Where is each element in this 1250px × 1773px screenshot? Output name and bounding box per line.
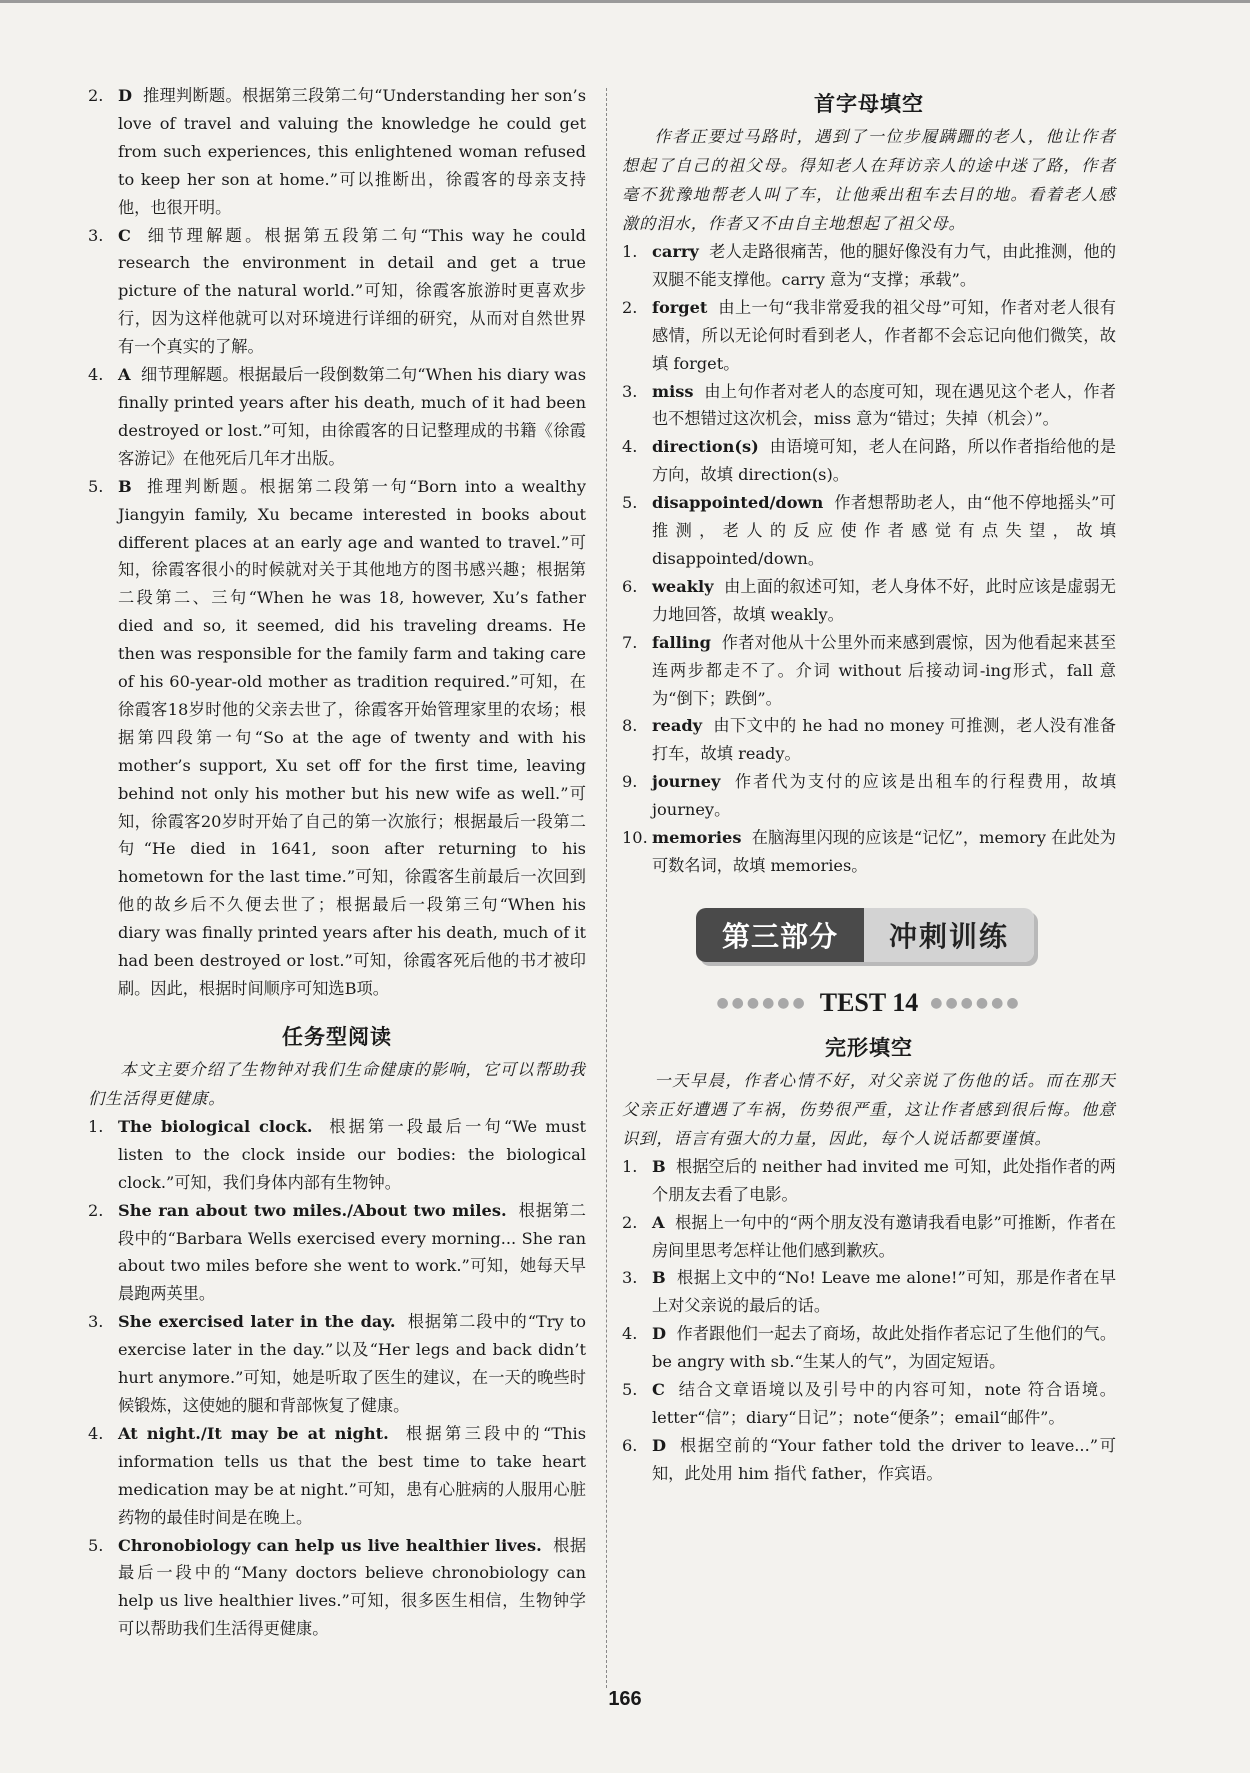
test-heading [622, 988, 1116, 1018]
page-number: 166 [608, 1688, 642, 1710]
answer-item: 8. ready 由下文中的 he had no money 可推测，老人没有准备打车，故填 ready。 [622, 716, 1117, 764]
answer-item: 7. falling 作者对他从十公里外而来感到震惊，因为他看起来甚至连两步都走不了。介词 without 后接动词-ing形式，fall 意为“倒下；跌倒”。 [622, 632, 1117, 708]
answer-item: 5. C 结合文章语境以及引号中的内容可知，note 符合语境。letter“信”；diary“日记”；note“便条”；email“邮件”。 [622, 1380, 1116, 1427]
reading-answers [88, 82, 586, 1003]
answer-item: 6. weakly 由上面的叙述可知，老人身体不好，此时应该是虚弱无力地回答，故填 weakly。 [622, 576, 1116, 624]
answer-item: 4. A 细节理解题。根据最后一段倒数第二句“When his diary was finally printed years after his death, much of it had been destroyed or lost.”可知，由徐霞客的日记整理成的书籍《徐霞客游记》在他死后几年才出版。 [88, 365, 586, 468]
cloze-summary: 一天早晨，作者心情不好，对父亲说了伤他的话。而在那天父亲正好遭遇了车祸，伤势很严重，这让作者感到很后悔。他意识到，语言有强大的力量，因此，每个人说话都要谨慎。 [622, 1070, 1116, 1148]
dots-right-decoration: ●●●●●● [930, 994, 1022, 1011]
answer-item: 2. D 推理判断题。根据第三段第二句“Understanding her son’s love of travel and valuing the knowledge he could get from such experiences, this enlightened woman refused to keep her son at home.”可以推断出，徐霞客的母亲支持他，也很开明。 [88, 86, 587, 217]
column-divider [606, 88, 607, 1688]
task-reading-answers [88, 1113, 586, 1643]
answer-item: 3. C 细节理解题。根据第五段第二句“This way he could research the environment in detail and get a true picture of the natural world.”可知，徐霞客旅游时更喜欢步行，因为这样他就可以对环境进行详细的研究，从而对自然世界有一个真实的了解。 [88, 225, 586, 357]
answer-item: 9. journey 作者代为支付的应该是出租车的行程费用，故填 journey。 [622, 772, 1117, 820]
answer-item: 6. D 根据空前的“Your father told the driver to leave...”可知，此处用 him 指代 father，作宾语。 [622, 1435, 1116, 1483]
answer-item: 10. memories 在脑海里闪现的应该是“记忆”，memory 在此处为可数名词，故填 memories。 [622, 828, 1116, 875]
section-title-cloze: 完形填空 [825, 1034, 913, 1060]
section-title-initial-letter: 首字母填空 [814, 91, 924, 116]
answer-item: 4. At night./It may be at night. 根据第三段中的“This information tells us that the best time to take heart medication may be at night.”可知，患有心脏病的人服用心脏药物的最佳时间是在晚上。 [88, 1423, 586, 1527]
section-title-task-reading: 任务型阅读 [282, 1023, 392, 1049]
task-reading-summary: 本文主要介绍了生物钟对我们生命健康的影响，它可以帮助我们生活得更健康。 [88, 1059, 586, 1108]
answer-item: 1. The biological clock. 根据第一段最后一句“We must listen to the clock inside our bodies: the biological clock.”可知，我们身体内部有生物钟。 [88, 1116, 587, 1192]
page-top-rule [0, 0, 1250, 3]
part-name: 冲刺训练 [864, 908, 1034, 962]
initial-letter-summary: 作者正要过马路时，遇到了一位步履蹒跚的老人，他让作者想起了自己的祖父母。得知老人在拜访亲人的途中迷了路，作者毫不犹豫地帮老人叫了车，让他乘出租车去目的地。看着老人感激的泪水，作者又不由自主地想起了祖父母。 [622, 127, 1116, 233]
answer-item: 5. Chronobiology can help us live healthier lives. 根据最后一段中的“Many doctors believe chronobiology can help us live healthier lives.”可知，很多医生相信，生物钟学可以帮助我们生活得更健康。 [88, 1535, 587, 1639]
answer-item: 3. miss 由上句作者对老人的态度可知，现在遇见这个老人，作者也不想错过这次机会，miss 意为“错过；失掉（机会）”。 [622, 381, 1116, 429]
answer-item: 4. direction(s) 由语境可知，老人在问路，所以作者指给他的是方向，故填 direction(s)。 [622, 437, 1117, 485]
answer-item: 4. D 作者跟他们一起去了商场，故此处指作者忘记了生他们的气。be angry with sb.“生某人的气”，为固定短语。 [622, 1324, 1117, 1372]
cloze-answers [622, 1153, 1116, 1488]
answer-item: 2. A 根据上一句中的“两个朋友没有邀请我看电影”可推断，作者在房间里思考怎样让他们感到歉疚。 [622, 1212, 1116, 1260]
left-column [88, 82, 586, 1643]
test-title: TEST 14 [819, 987, 919, 1017]
answer-item: 3. She exercised later in the day. 根据第二段中的“Try to exercise later in the day.”以及“Her legs and back didn’t hurt anymore.”可知，她是听取了医生的建议，在一天的晚些时候锻炼，这使她的腿和背部恢复了健康。 [88, 1312, 586, 1415]
answer-item: 1. carry 老人走路很痛苦，他的腿好像没有力气，由此推测，他的双腿不能支撑他。carry 意为“支撑；承载”。 [622, 242, 1117, 289]
answer-item: 5. disappointed/down 作者想帮助老人，由“他不停地摇头”可推测，老人的反应使作者感觉有点失望，故填 disappointed/down。 [622, 493, 1116, 568]
answer-item: 1. B 根据空后的 neither had invited me 可知，此处指作者的两个朋友去看了电影。 [622, 1156, 1116, 1204]
answer-item: 3. B 根据上文中的“No! Leave me alone!”可知，那是作者在早上对父亲说的最后的话。 [622, 1268, 1117, 1316]
answer-item: 5. B 推理判断题。根据第二段第一句“Born into a wealthy Jiangyin family, Xu became interested in books about different places at an early age and wanted to travel.”可知，徐霞客很小的时候就对关于其他地方的图书感兴趣；根据第二段第二、三句“When he was 18, however, Xu’s father died and so, it seemed, did his traveling dreams. He then was responsible for the family farm and taking care of his 60-year-old mother as tradition required.”可知，在徐霞客18岁时他的父亲去世了，徐霞客开始管理家里的农场；根据第四段第一句“So at the age of twenty and with his mother’s support, Xu set off for the first time, leaving behind not only his mother but his new wife as well.”可知，徐霞客20岁时开始了自己的第一次旅行；根据最后一段第二句“He died in 1641, soon after returning to his hometown for the last time.”可知，徐霞客生前最后一次回到他的故乡后不久便去世了；根据最后一段第三句“When his diary was finally printed years after his death, much of it had been destroyed or lost.”可知，徐霞客死后他的书才被印刷。因此，根据时间顺序可知选B项。 [88, 476, 587, 998]
right-column [622, 82, 1116, 1488]
dots-left-decoration: ●●●●●● [716, 994, 808, 1011]
answer-item: 2. forget 由上一句“我非常爱我的祖父母”可知，作者对老人很有感情，所以无论何时看到老人，作者都不会忘记向他们微笑，故填 forget。 [622, 297, 1116, 373]
answer-item: 2. She ran about two miles./About two miles. 根据第二段中的“Barbara Wells exercised every morning... She ran about two miles before she went to work.”可知，她每天早晨跑两英里。 [88, 1200, 586, 1304]
part-label: 第三部分 [696, 908, 864, 962]
initial-letter-answers [622, 238, 1116, 880]
part-banner [696, 908, 1034, 962]
